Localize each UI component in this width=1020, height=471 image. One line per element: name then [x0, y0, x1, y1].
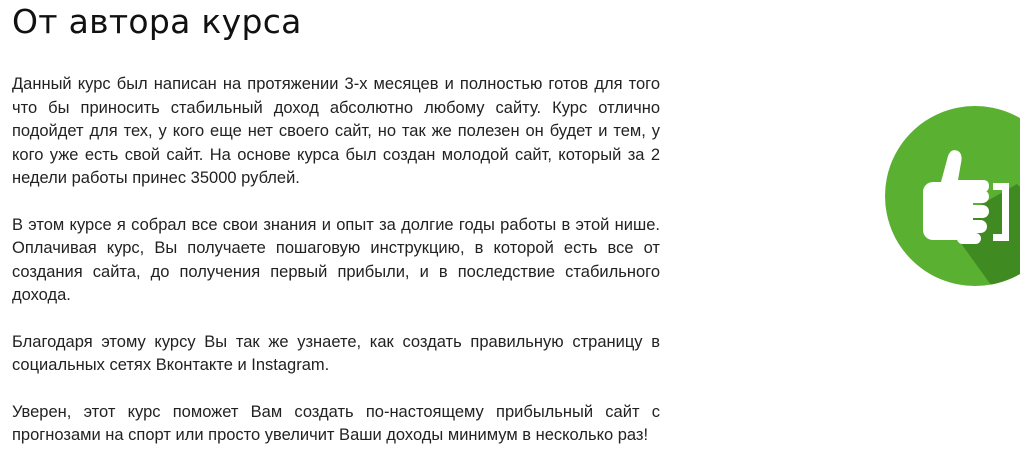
- thumbs-up-icon: [885, 106, 1020, 286]
- paragraph-closing: Уверен, этот курс поможет Вам создать по-настоящему прибыльный сайт с прогнозами на спорт или просто увеличит Ваши доходы минимум в несколько раз!: [12, 402, 660, 444]
- paragraph-experience: В этом курсе я собрал все свои знания и опыт за долгие годы работы в этой нише. Оплачивая курс, Вы получаете пошаговую инструкцию, в которой есть все от создания сайта, до получения первый прибыли, и в последствие стабильного дохода.: [12, 215, 660, 304]
- paragraph-social: Благодаря этому курсу Вы так же узнаете, как создать правильную страницу в социальных сетях Вконтакте и Instagram.: [12, 332, 660, 374]
- paragraph-intro: Данный курс был написан на протяжении 3-х месяцев и полностью готов для того что бы приносить стабильный доход абсолютно любому сайту. Курс отлично подойдет для тех, у кого еще нет своего сайт, но так же полезен он будет и тем, у кого уже есть свой сайт. На основе курса был создан молодой сайт, который за 2 недели работы принес 35000 рублей.: [12, 75, 660, 187]
- page-title: От автора курса: [12, 2, 302, 41]
- thumbs-up-badge: [885, 106, 1020, 286]
- author-text: [12, 73, 660, 471]
